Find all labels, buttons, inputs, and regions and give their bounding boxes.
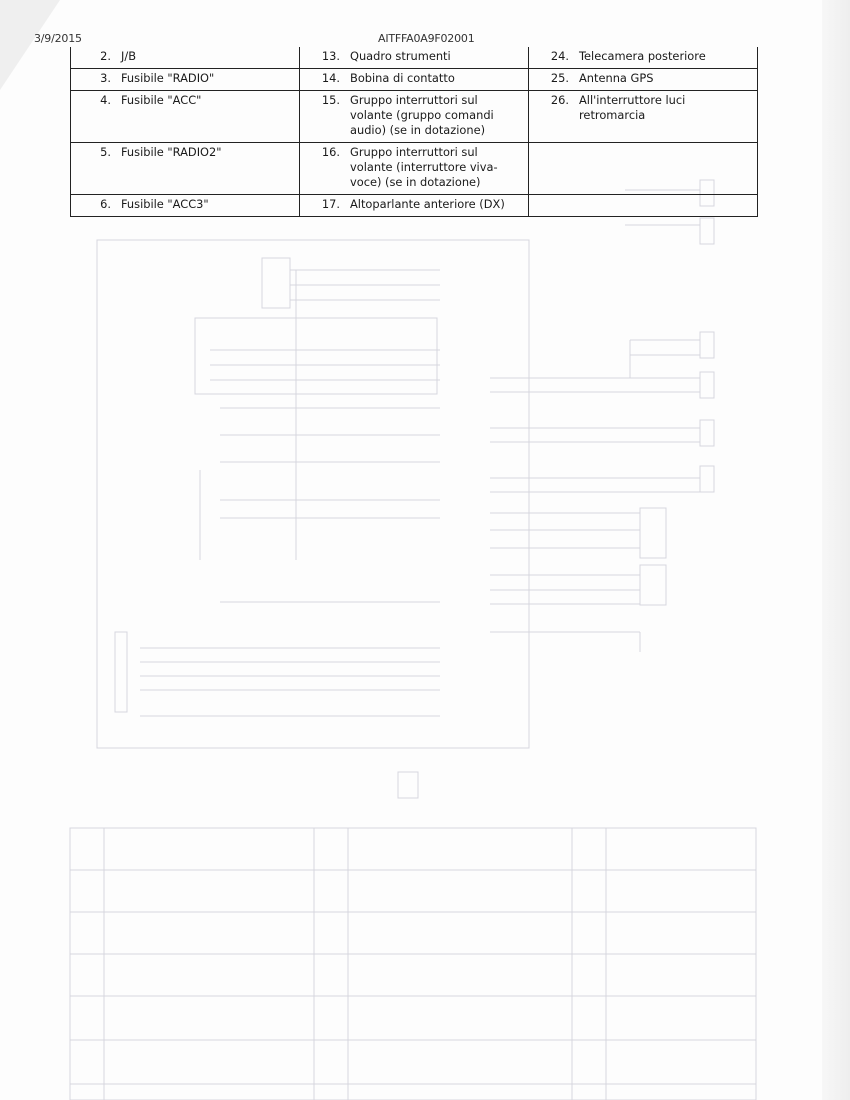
legend-cell	[71, 47, 300, 69]
legend-label: Fusibile "ACC"	[121, 93, 202, 107]
legend-number: 15.	[321, 93, 340, 107]
legend-row	[71, 195, 758, 217]
legend-cell	[300, 195, 529, 217]
legend-label: J/B	[121, 49, 137, 63]
legend-cell	[529, 143, 758, 195]
legend-cell	[529, 195, 758, 217]
legend-row	[71, 47, 758, 69]
legend-number: 4.	[100, 93, 111, 107]
legend-label: Gruppo interruttori sul volante (interruttore viva-voce) (se in dotazione)	[350, 145, 498, 189]
legend-number: 17.	[321, 197, 340, 211]
print-date: 3/9/2015	[34, 32, 82, 45]
legend-cell	[71, 69, 300, 91]
legend-cell	[300, 47, 529, 69]
legend-label: Altoparlante anteriore (DX)	[350, 197, 505, 211]
legend-number: 24.	[550, 49, 569, 63]
component-legend-table	[70, 47, 758, 217]
document-code: AITFFA0A9F02001	[378, 32, 475, 45]
legend-cell	[71, 143, 300, 195]
legend-cell	[529, 47, 758, 69]
legend-label: Fusibile "ACC3"	[121, 197, 209, 211]
legend-label: Bobina di contatto	[350, 71, 455, 85]
legend-row	[71, 91, 758, 143]
legend-row	[71, 143, 758, 195]
legend-number: 26.	[550, 93, 569, 107]
legend-cell	[71, 195, 300, 217]
legend-label: All'interruttore luci retromarcia	[579, 93, 686, 122]
legend-number: 2.	[100, 49, 111, 63]
legend-label: Quadro strumenti	[350, 49, 451, 63]
legend-label: Antenna GPS	[579, 71, 654, 85]
legend-number: 13.	[321, 49, 340, 63]
legend-label: Telecamera posteriore	[579, 49, 706, 63]
legend-cell	[529, 91, 758, 143]
legend-number: 3.	[100, 71, 111, 85]
legend-cell	[300, 91, 529, 143]
legend-number: 25.	[550, 71, 569, 85]
legend-row	[71, 69, 758, 91]
legend-label: Fusibile "RADIO"	[121, 71, 215, 85]
legend-number: 14.	[321, 71, 340, 85]
legend-number: 6.	[100, 197, 111, 211]
legend-label: Gruppo interruttori sul volante (gruppo comandi audio) (se in dotazione)	[350, 93, 494, 137]
legend-cell	[71, 91, 300, 143]
legend-number: 5.	[100, 145, 111, 159]
legend-label: Fusibile "RADIO2"	[121, 145, 222, 159]
legend-cell	[300, 143, 529, 195]
legend-cell	[529, 69, 758, 91]
legend-number: 16.	[321, 145, 340, 159]
legend-cell	[300, 69, 529, 91]
